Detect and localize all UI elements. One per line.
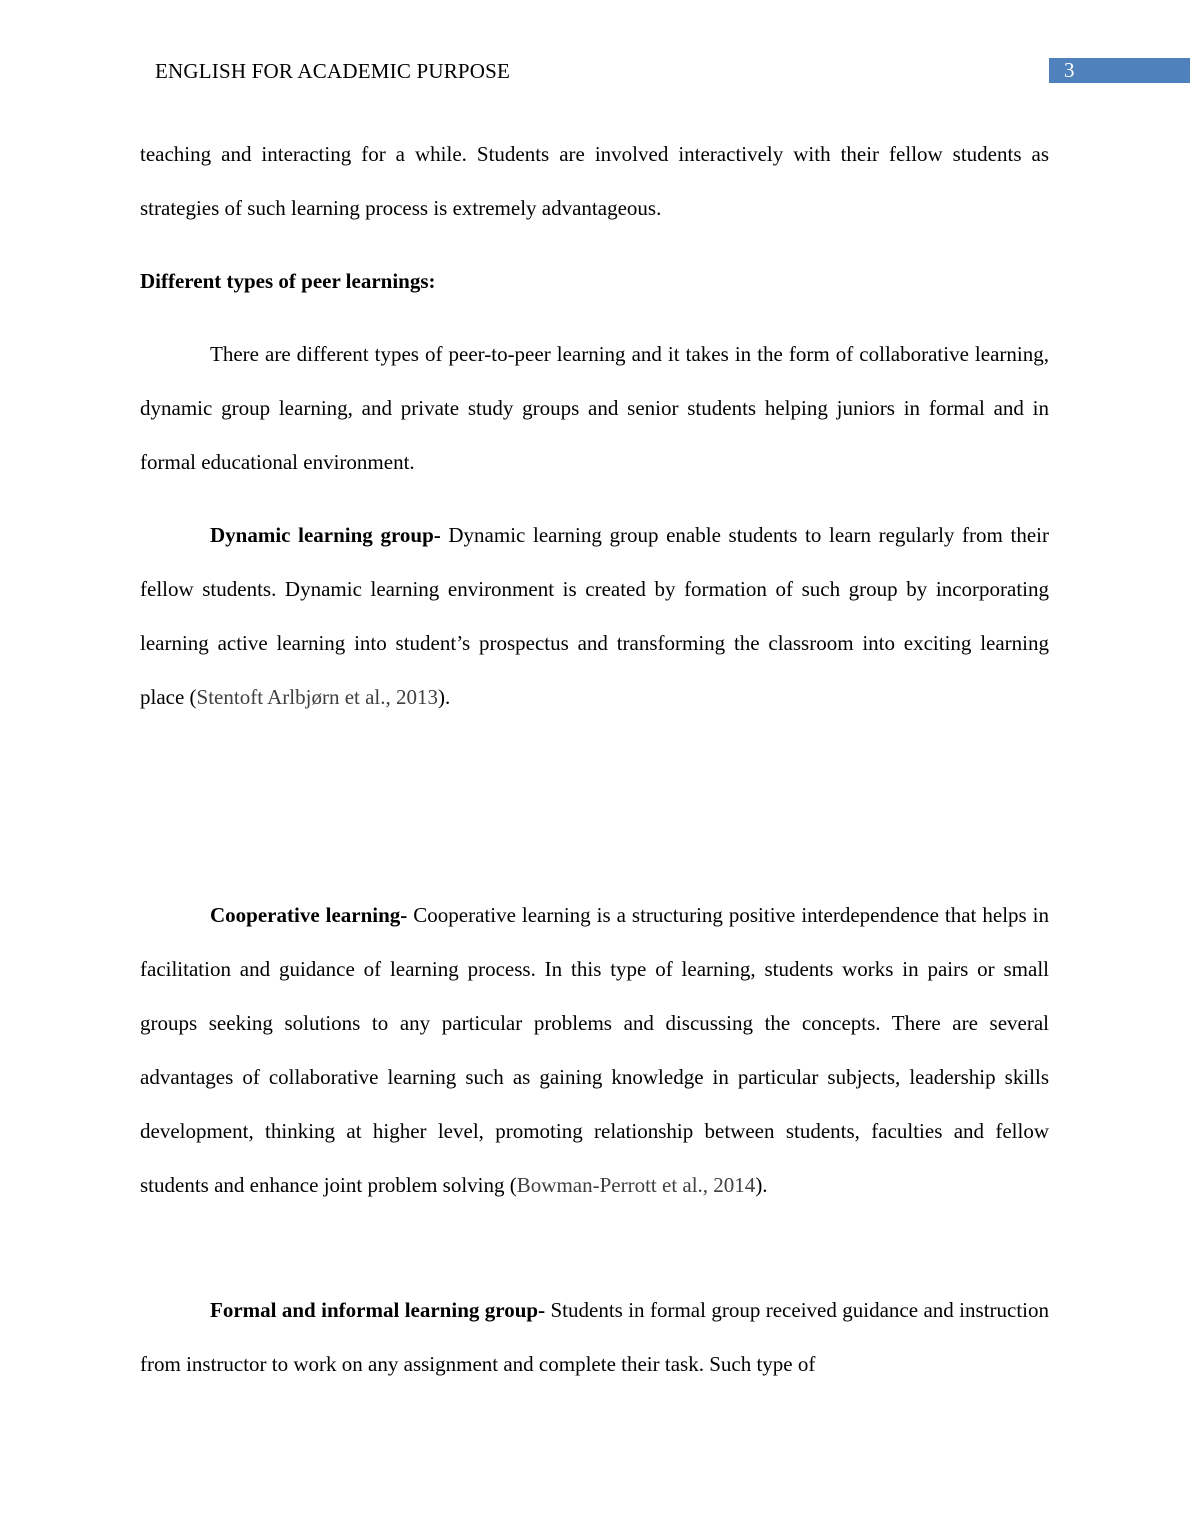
cooperative-learning-end: ).: [755, 1173, 768, 1197]
term-formal-informal-learning: Formal and informal learning group-: [210, 1298, 546, 1322]
dynamic-learning-end: ).: [438, 685, 451, 709]
page-number: 3: [1064, 58, 1075, 82]
paragraph-cooperative-learning: [140, 888, 1049, 1212]
running-header: ENGLISH FOR ACADEMIC PURPOSE: [155, 59, 511, 83]
formal-informal-learning-text: Students in formal group received guidance and instruction from instructor to work on any assignment and complete their task. Such type of: [140, 1298, 1050, 1376]
paragraph-types-intro: There are different types of peer-to-peer learning and it takes in the form of collaborative learning, dynamic group learning, and private study groups and senior students helping juniors in formal and in formal educational environment.: [140, 342, 1049, 474]
term-dynamic-learning: Dynamic learning group-: [210, 523, 441, 547]
citation-bowman-perrott: Bowman-Perrott et al., 2014: [516, 1173, 756, 1197]
paragraph-formal-informal-learning: [140, 1283, 1049, 1391]
citation-stentoft: Stentoft Arlbjørn et al., 2013: [196, 685, 439, 709]
cooperative-learning-text: Cooperative learning is a structuring positive interdependence that helps in facilitation and guidance of learning process. In this type of learning, students works in pairs or small groups seeking solutions to any particular problems and discussing the concepts. There are several advantages of collaborative learning such as gaining knowledge in particular subjects, leadership skills development, thinking at higher level, promoting relationship between students, faculties and fellow students and enhance joint problem solving (: [140, 903, 1050, 1197]
dynamic-learning-text: Dynamic learning group enable students to learn regularly from their fellow students. Dynamic learning environment is created by formation of such group by incorporating learning active learning into student’s prospectus and transforming the classroom into exciting learning place (: [140, 523, 1049, 709]
page-number-badge: [1049, 58, 1190, 83]
paragraph-dynamic-learning: [140, 508, 1049, 724]
term-cooperative-learning: Cooperative learning-: [210, 903, 408, 927]
paragraph-continued: teaching and interacting for a while. Students are involved interactively with their fellow students as strategies of such learning process is extremely advantageous.: [140, 142, 1049, 220]
section-heading: Different types of peer learnings:: [140, 269, 436, 293]
